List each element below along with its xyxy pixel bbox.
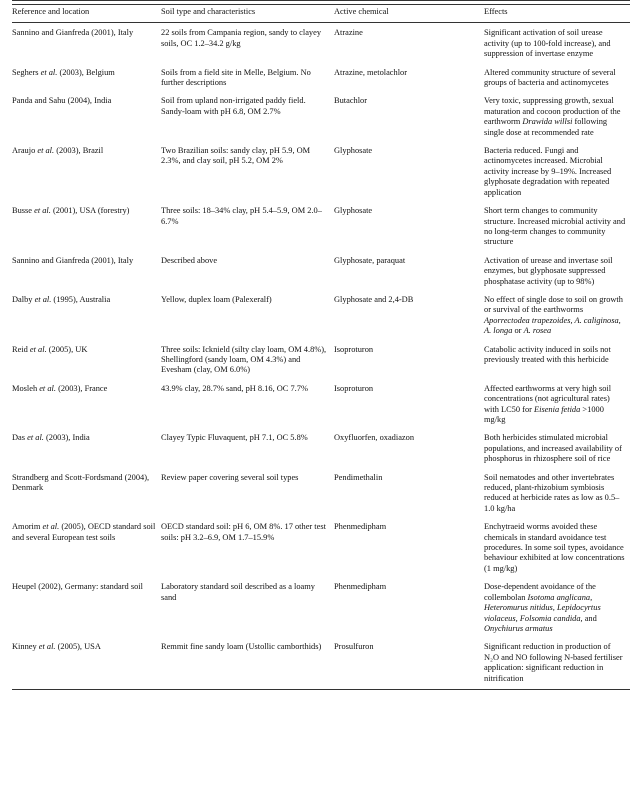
table-row xyxy=(12,517,630,577)
soil-cell xyxy=(161,577,334,637)
chemical-cell xyxy=(334,428,484,467)
chemical-cell xyxy=(334,468,484,518)
reference-et-al: et al. xyxy=(37,146,55,156)
soil-text: Remmit fine sandy loam (Ustollic camborthids) xyxy=(161,642,322,652)
reference-cell xyxy=(12,141,161,201)
table-row xyxy=(12,379,630,429)
chemical-cell xyxy=(334,141,484,201)
reference-cell xyxy=(12,63,161,92)
effects-cell xyxy=(484,91,630,141)
reference-text: Sannino and Gianfreda (2001), Italy xyxy=(12,28,134,38)
table-row xyxy=(12,91,630,141)
table-row xyxy=(12,637,630,689)
chemical-text: Oxyfluorfen, oxadiazon xyxy=(334,433,415,443)
soil-text: 43.9% clay, 28.7% sand, pH 8.16, OC 7.7% xyxy=(161,383,308,393)
chemical-text: Atrazine, metolachlor xyxy=(334,67,408,77)
soil-cell xyxy=(161,23,334,63)
soil-text: Three soils: 18–34% clay, pH 5.4–5.9, OM 2.0–6.7% xyxy=(161,206,322,226)
reference-text: Reid xyxy=(12,344,30,354)
chemical-cell xyxy=(334,637,484,689)
reference-text: (2001), USA (forestry) xyxy=(50,206,130,216)
effects-cell xyxy=(484,290,630,340)
reference-et-al: et al. xyxy=(29,344,47,354)
reference-text: Seghers xyxy=(12,67,41,77)
reference-text: Busse xyxy=(12,206,35,216)
reference-cell xyxy=(12,637,161,689)
reference-text: Kinney xyxy=(12,642,39,652)
effects-cell xyxy=(484,428,630,467)
chemical-cell xyxy=(334,23,484,63)
effects-text: Dose-dependent avoidance of the collembolan xyxy=(484,582,596,602)
effects-text: and xyxy=(582,613,597,623)
reference-et-al: et al. xyxy=(42,522,60,532)
effects-cell xyxy=(484,517,630,577)
effects-text: Bacteria reduced. Fungi and actinomycetes increased. Microbial activity increase by 9–19%. Increased glyphosate degradation with repeated application xyxy=(484,146,612,197)
chemical-text: Glyphosate and 2,4-DB xyxy=(334,294,414,304)
chemical-text: Phenmedipham xyxy=(334,582,387,592)
reference-text: (2003), France xyxy=(55,383,108,393)
reference-et-al: et al. xyxy=(34,206,51,216)
chemical-text: Phenmedipham xyxy=(334,522,387,532)
reference-text: Dalby xyxy=(12,294,35,304)
chemical-text: Atrazine xyxy=(334,28,363,38)
effects-text: Significant reduction in production of N₂O and NO following N-based fertiliser application: significant reduction in nitrification xyxy=(484,642,623,683)
chemical-cell xyxy=(334,63,484,92)
chemical-cell xyxy=(334,517,484,577)
table-row xyxy=(12,23,630,63)
effects-species: Isotoma anglicana, Heteromurus nitidus, Lepidocyrtus violaceus, Folsomia candida, xyxy=(484,592,601,623)
soil-text: Yellow, duplex loam (Palexeralf) xyxy=(161,294,272,304)
chemical-cell xyxy=(334,251,484,290)
reference-cell xyxy=(12,517,161,577)
reference-cell xyxy=(12,577,161,637)
effects-text: Short term changes to community structure. Increased microbial activity and no long-term changes to community structure xyxy=(484,206,626,247)
reference-text: (1995), Australia xyxy=(51,294,111,304)
soil-cell xyxy=(161,290,334,340)
table-header-row xyxy=(12,5,630,23)
soil-text: Described above xyxy=(161,255,218,265)
chemical-cell xyxy=(334,577,484,637)
effects-text: Both herbicides stimulated microbial populations, and increased availability of phosphorus in rhizosphere soil of rice xyxy=(484,433,622,464)
soil-cell xyxy=(161,201,334,251)
reference-text: Sannino and Gianfreda (2001), Italy xyxy=(12,255,134,265)
soil-cell xyxy=(161,468,334,518)
herbicide-effects-table xyxy=(12,4,630,690)
reference-cell xyxy=(12,201,161,251)
chemical-text: Glyphosate, paraquat xyxy=(334,255,406,265)
soil-text: Soils from a field site in Melle, Belgium. No further descriptions xyxy=(161,67,311,88)
effects-cell xyxy=(484,340,630,379)
reference-et-al: et al. xyxy=(38,642,56,652)
soil-text: Review paper covering several soil types xyxy=(161,472,299,482)
table-row xyxy=(12,340,630,379)
reference-text: Panda and Sahu (2004), India xyxy=(12,96,112,106)
soil-cell xyxy=(161,91,334,141)
effects-text: Significant activation of soil urease activity (up to 100-fold increase), and suppression of invertase enzyme xyxy=(484,28,611,59)
soil-cell xyxy=(161,428,334,467)
effects-text: Affected earthworms at very high soil concentrations (not agricultural rates) with LC50 for xyxy=(484,383,612,414)
chemical-text: Glyphosate xyxy=(334,146,373,156)
effects-species: Onychiurus armatus xyxy=(484,623,553,633)
reference-text: Heupel (2002), Germany: standard soil xyxy=(12,582,143,592)
effects-text: or xyxy=(512,326,524,336)
effects-text: >1000 mg/kg xyxy=(484,404,604,424)
reference-et-al: et al. xyxy=(40,67,58,77)
reference-et-al: et al. xyxy=(39,383,56,393)
effects-species: A. rosea xyxy=(523,326,552,336)
reference-text: (2005), UK xyxy=(46,344,88,354)
chemical-cell xyxy=(334,201,484,251)
reference-cell xyxy=(12,251,161,290)
chemical-cell xyxy=(334,91,484,141)
effects-text: No effect of single dose to soil on growth or survival of the earthworms xyxy=(484,294,623,315)
effects-cell xyxy=(484,251,630,290)
header-chemical: Active chemical xyxy=(334,5,484,23)
soil-cell xyxy=(161,251,334,290)
reference-cell xyxy=(12,290,161,340)
header-effects: Effects xyxy=(484,5,630,23)
soil-text: Clayey Typic Fluvaquent, pH 7.1, OC 5.8% xyxy=(161,433,308,443)
soil-cell xyxy=(161,340,334,379)
effects-text: Soil nematodes and other invertebrates reduced, plant-rhizobium symbiosis reduced at herbicide rates as low as 0.5–1.0 kg/ha xyxy=(484,472,620,513)
reference-text: (2005), USA xyxy=(55,642,101,652)
effects-cell xyxy=(484,577,630,637)
reference-cell xyxy=(12,379,161,429)
reference-cell xyxy=(12,340,161,379)
chemical-text: Pendimethalin xyxy=(334,472,383,482)
soil-cell xyxy=(161,379,334,429)
effects-text: following single dose at recommended rate xyxy=(484,117,608,137)
reference-cell xyxy=(12,468,161,518)
table-row xyxy=(12,468,630,518)
effects-cell xyxy=(484,141,630,201)
reference-text: Amorim xyxy=(12,522,43,532)
reference-cell xyxy=(12,23,161,63)
chemical-cell xyxy=(334,340,484,379)
reference-text: Araujo xyxy=(12,146,38,156)
table-row xyxy=(12,290,630,340)
reference-cell xyxy=(12,428,161,467)
table-row xyxy=(12,251,630,290)
effects-species: Aporrectodea trapezoides, A. caliginosa, A. longa xyxy=(484,315,621,336)
effects-species: Eisenia fetida xyxy=(534,404,581,414)
header-soil: Soil type and characteristics xyxy=(161,5,334,23)
reference-text: (2003), Brazil xyxy=(54,146,104,156)
effects-text: Enchytraeid worms avoided these chemicals in standard avoidance test procedures. In some soil types, avoidance behaviour exhibited at low concentrations (1 mg/kg) xyxy=(484,522,625,573)
soil-cell xyxy=(161,63,334,92)
effects-text: Very toxic, suppressing growth, sexual maturation and cocoon production of the earthworm xyxy=(484,96,621,127)
effects-species: Drawida willsi xyxy=(522,117,573,127)
effects-cell xyxy=(484,379,630,429)
soil-cell xyxy=(161,517,334,577)
soil-text: Laboratory standard soil described as a loamy sand xyxy=(161,582,315,602)
soil-cell xyxy=(161,637,334,689)
reference-text: Das xyxy=(12,433,28,443)
reference-et-al: et al. xyxy=(27,433,44,443)
effects-cell xyxy=(484,637,630,689)
chemical-text: Glyphosate xyxy=(334,206,373,216)
soil-text: Soil from upland non-irrigated paddy field. Sandy-loam with pH 6.8, OM 2.7% xyxy=(161,96,306,116)
chemical-cell xyxy=(334,290,484,340)
soil-cell xyxy=(161,141,334,201)
effects-text: Catabolic activity induced in soils not previously treated with this herbicide xyxy=(484,344,611,364)
effects-cell xyxy=(484,23,630,63)
chemical-text: Butachlor xyxy=(334,96,368,106)
table-row xyxy=(12,201,630,251)
effects-cell xyxy=(484,468,630,518)
soil-text: 22 soils from Campania region, sandy to clayey soils, OC 1.2–34.2 g/kg xyxy=(161,28,322,48)
table-row xyxy=(12,63,630,92)
reference-et-al: et al. xyxy=(34,294,52,304)
table-row xyxy=(12,577,630,637)
effects-text: Activation of urease and invertase soil enzymes, but glyphosate suppressed phosphatase activity (up to 98%) xyxy=(484,255,613,286)
chemical-text: Prosulfuron xyxy=(334,642,374,652)
table-row xyxy=(12,428,630,467)
chemical-text: Isoproturon xyxy=(334,344,374,354)
chemical-cell xyxy=(334,379,484,429)
reference-text: (2005), OECD standard soil and several European test soils xyxy=(12,522,156,542)
reference-text: Strandberg and Scott-Fordsmand (2004), Denmark xyxy=(12,472,150,493)
reference-cell xyxy=(12,91,161,141)
chemical-text: Isoproturon xyxy=(334,383,374,393)
table-top-rule xyxy=(12,0,630,1)
effects-cell xyxy=(484,201,630,251)
reference-text: (2003), Belgium xyxy=(57,67,115,77)
header-reference: Reference and location xyxy=(12,5,161,23)
soil-text: Two Brazilian soils: sandy clay, pH 5.9, OM 2.3%, and clay soil, pH 5.2, OM 2% xyxy=(161,146,311,166)
soil-text: OECD standard soil: pH 6, OM 8%. 17 other test soils: pH 3.2–6.9, OM 1.7–15.9% xyxy=(161,522,326,542)
table-row xyxy=(12,141,630,201)
effects-text: Altered community structure of several groups of bacteria and actinomycetes xyxy=(484,67,616,88)
reference-text: Mosleh xyxy=(12,383,40,393)
effects-cell xyxy=(484,63,630,92)
soil-text: Three soils: Icknield (silty clay loam, OM 4.8%), Shellingford (sandy loam, OM 4.3%) and Evesham (clay, OM 6.0%) xyxy=(161,344,327,375)
reference-text: (2003), India xyxy=(43,433,90,443)
